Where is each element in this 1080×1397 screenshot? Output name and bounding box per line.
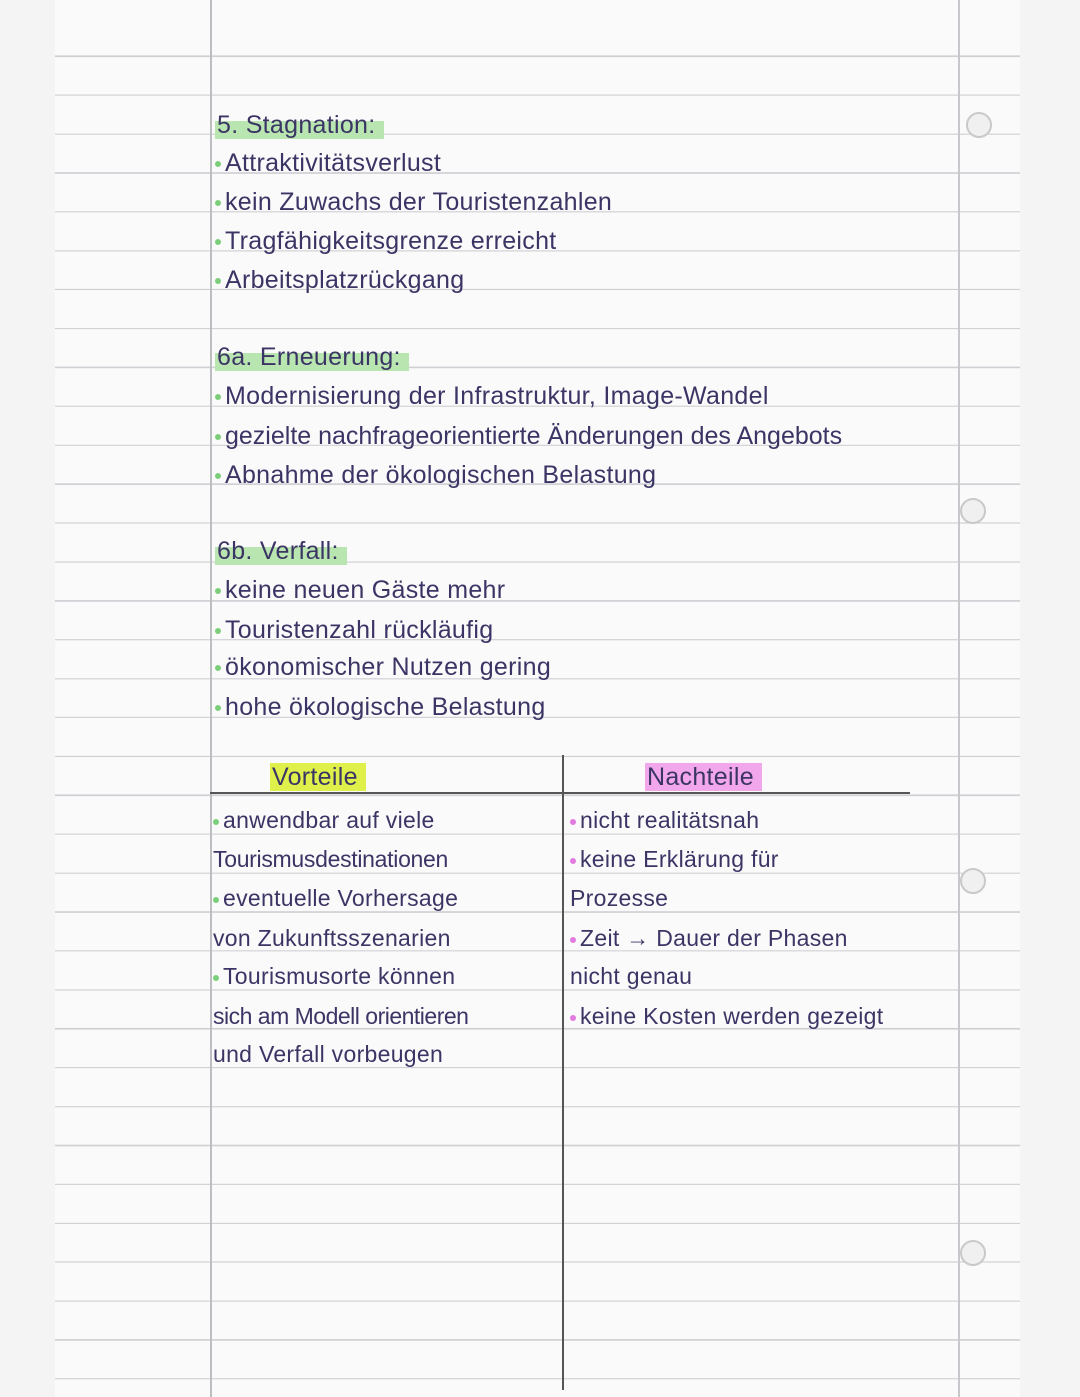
bullet-icon bbox=[215, 705, 221, 711]
nachteil-line: Zeit → Dauer der Phasen bbox=[580, 925, 848, 951]
bullet-icon bbox=[215, 628, 221, 634]
header-vorteile: Vorteile bbox=[270, 763, 366, 791]
section-title-stagnation: 5. Stagnation: bbox=[215, 111, 384, 139]
bullet-icon bbox=[570, 937, 576, 943]
nachteil-line: nicht genau bbox=[570, 963, 693, 989]
right-margin-line bbox=[958, 0, 960, 1397]
list-item bbox=[215, 421, 842, 451]
bullet-icon bbox=[213, 897, 219, 903]
margin-line bbox=[210, 0, 212, 1397]
item-text: kein Zuwachs der Touristenzahlen bbox=[225, 188, 613, 216]
bullet-icon bbox=[215, 588, 221, 594]
punch-hole bbox=[960, 868, 986, 894]
bullet-icon bbox=[213, 819, 219, 825]
bullet-icon bbox=[215, 665, 221, 671]
bullet-icon bbox=[215, 200, 221, 206]
list-item bbox=[215, 226, 557, 256]
nachteil-line: nicht realitätsnah bbox=[580, 807, 760, 833]
vorteil-line: und Verfall vorbeugen bbox=[213, 1041, 444, 1067]
list-item bbox=[215, 460, 656, 490]
list-item bbox=[215, 652, 551, 682]
bullet-icon bbox=[570, 1015, 576, 1021]
item-text: Abnahme der ökologischen Belastung bbox=[225, 461, 657, 489]
bullet-icon bbox=[215, 278, 221, 284]
list-item bbox=[215, 692, 546, 722]
nachteil-line: keine Erklärung für bbox=[580, 846, 779, 872]
bullet-icon bbox=[215, 473, 221, 479]
bullet-icon bbox=[215, 161, 221, 167]
list-item bbox=[215, 381, 769, 411]
item-text: hohe ökologische Belastung bbox=[225, 693, 546, 721]
punch-hole bbox=[960, 1240, 986, 1266]
nachteil-line: keine Kosten werden gezeigt bbox=[580, 1003, 884, 1029]
list-item bbox=[215, 265, 464, 295]
table-header-divider bbox=[210, 792, 910, 794]
bullet-icon bbox=[570, 858, 576, 864]
item-text: keine neuen Gäste mehr bbox=[225, 576, 506, 604]
list-item bbox=[215, 187, 612, 217]
item-text: Attraktivitätsverlust bbox=[225, 149, 442, 177]
list-item bbox=[215, 148, 441, 178]
punch-hole bbox=[960, 498, 986, 524]
header-nachteile: Nachteile bbox=[645, 763, 762, 791]
bullet-icon bbox=[570, 819, 576, 825]
list-item bbox=[215, 575, 505, 605]
bullet-icon bbox=[213, 975, 219, 981]
section-title-verfall: 6b. Verfall: bbox=[215, 537, 347, 565]
item-text: Tragfähigkeitsgrenze erreicht bbox=[225, 227, 557, 255]
vorteil-line: eventuelle Vorhersage bbox=[223, 885, 459, 911]
item-text: Touristenzahl rückläufig bbox=[225, 616, 494, 644]
nachteil-line: Prozesse bbox=[570, 885, 669, 911]
list-item bbox=[215, 615, 493, 645]
vorteil-line: von Zukunftsszenarien bbox=[213, 925, 451, 951]
item-text: Modernisierung der Infrastruktur, Image-Wandel bbox=[225, 382, 769, 410]
vorteil-line: Tourismusorte können bbox=[223, 963, 456, 989]
section-title-erneuerung: 6a. Erneuerung: bbox=[215, 343, 409, 371]
table-column-divider bbox=[562, 755, 564, 1390]
vorteil-line: sich am Modell orientieren bbox=[213, 1003, 469, 1029]
bullet-icon bbox=[215, 239, 221, 245]
bullet-icon bbox=[215, 394, 221, 400]
bullet-icon bbox=[215, 434, 221, 440]
item-text: Arbeitsplatzrückgang bbox=[225, 266, 465, 294]
vorteil-line: anwendbar auf viele bbox=[223, 807, 435, 833]
punch-hole bbox=[966, 112, 992, 138]
item-text: ökonomischer Nutzen gering bbox=[225, 653, 552, 681]
item-text: gezielte nachfrageorientierte Änderungen des Angebots bbox=[225, 422, 843, 450]
vorteil-line: Tourismusdestinationen bbox=[213, 846, 449, 872]
